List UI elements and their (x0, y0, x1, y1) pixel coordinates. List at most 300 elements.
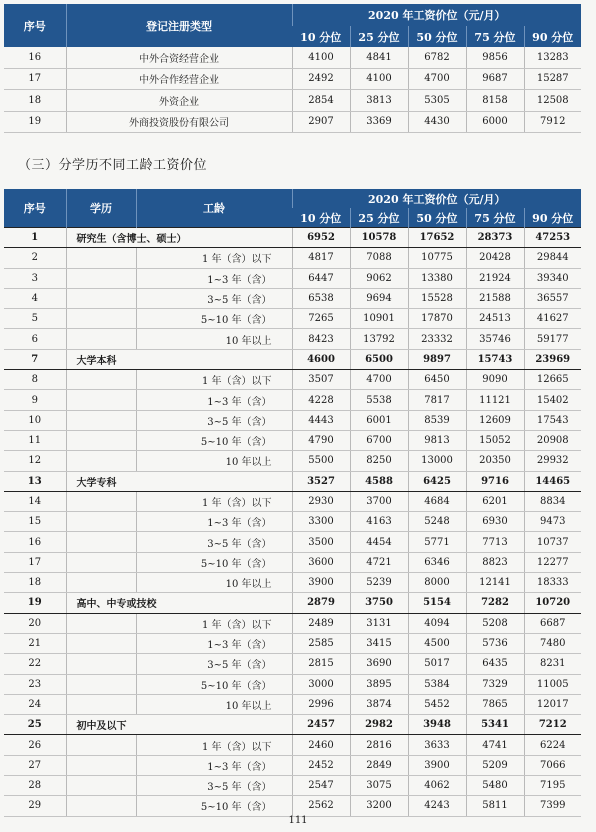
wage-value: 5248 (408, 512, 466, 532)
wage-value: 4430 (408, 111, 466, 133)
row-index: 23 (4, 674, 66, 694)
seniority-row (4, 451, 581, 471)
wage-value: 6450 (408, 370, 466, 390)
row-index: 18 (4, 90, 66, 112)
wage-value: 4163 (350, 512, 408, 532)
wage-value: 8250 (350, 451, 408, 471)
wage-value: 7282 (466, 593, 524, 613)
page-number: 111 (288, 815, 308, 826)
wage-value: 7195 (524, 776, 581, 796)
row-index: 29 (4, 796, 66, 816)
wage-value: 17543 (524, 410, 581, 430)
row-index: 2 (4, 248, 66, 268)
wage-value: 6500 (350, 349, 408, 369)
education-level (66, 329, 136, 349)
wage-value: 2815 (292, 654, 350, 674)
wage-value: 12277 (524, 552, 581, 572)
wage-value: 3415 (350, 633, 408, 653)
wage-value: 4684 (408, 491, 466, 511)
wage-value: 9813 (408, 430, 466, 450)
wage-value: 20350 (466, 451, 524, 471)
wage-value: 12665 (524, 370, 581, 390)
wage-value: 3000 (292, 674, 350, 694)
wage-value: 23332 (408, 329, 466, 349)
seniority: 1 年（含）以下 (136, 613, 292, 633)
seniority: 1~3 年（含） (136, 268, 292, 288)
wage-value: 4094 (408, 613, 466, 633)
row-index: 11 (4, 430, 66, 450)
wage-value: 13792 (350, 329, 408, 349)
wage-value: 9687 (466, 68, 524, 90)
header-p75: 75 分位 (466, 208, 524, 228)
seniority: 3~5 年（含） (136, 410, 292, 430)
seniority: 1~3 年（含） (136, 755, 292, 775)
wage-value: 7480 (524, 633, 581, 653)
wage-value: 5305 (408, 90, 466, 112)
wage-value: 3700 (350, 491, 408, 511)
seniority: 5~10 年（含） (136, 552, 292, 572)
wage-value: 41627 (524, 309, 581, 329)
wage-value: 2982 (350, 715, 408, 735)
seniority: 5~10 年（含） (136, 430, 292, 450)
wage-value: 15743 (466, 349, 524, 369)
wage-value: 5736 (466, 633, 524, 653)
wage-value: 3690 (350, 654, 408, 674)
wage-value: 6201 (466, 491, 524, 511)
wage-value: 4228 (292, 390, 350, 410)
education-level (66, 694, 136, 714)
wage-value: 5500 (292, 451, 350, 471)
row-index: 26 (4, 735, 66, 755)
wage-value: 9897 (408, 349, 466, 369)
header-p50: 50 分位 (408, 26, 466, 47)
wage-value: 9694 (350, 288, 408, 308)
wage-value: 10737 (524, 532, 581, 552)
wage-value: 6538 (292, 288, 350, 308)
seniority-row (4, 532, 581, 552)
registration-type: 中外合资经营企业 (66, 47, 292, 68)
seniority-row (4, 390, 581, 410)
registration-type: 外资企业 (66, 90, 292, 112)
education-level (66, 288, 136, 308)
wage-value: 4100 (292, 47, 350, 68)
header-p25: 25 分位 (350, 208, 408, 228)
education-level (66, 796, 136, 816)
education-level: 大学本科 (66, 349, 292, 369)
header-p75: 75 分位 (466, 26, 524, 47)
wage-value: 7329 (466, 674, 524, 694)
seniority: 3~5 年（含） (136, 532, 292, 552)
seniority: 10 年以上 (136, 573, 292, 593)
wage-value: 6001 (350, 410, 408, 430)
seniority-row (4, 309, 581, 329)
table-row (4, 68, 581, 90)
registration-type: 中外合作经营企业 (66, 68, 292, 90)
wage-value: 6435 (466, 654, 524, 674)
wage-value: 10578 (350, 228, 408, 248)
wage-value: 11121 (466, 390, 524, 410)
education-level: 大学专科 (66, 471, 292, 491)
seniority-row (4, 248, 581, 268)
wage-value: 3633 (408, 735, 466, 755)
education-level: 高中、中专或技校 (66, 593, 292, 613)
seniority-row (4, 633, 581, 653)
seniority-row (4, 288, 581, 308)
wage-value: 4790 (292, 430, 350, 450)
header-p10: 10 分位 (292, 208, 350, 228)
education-level (66, 390, 136, 410)
wage-value: 5384 (408, 674, 466, 694)
wage-value: 4600 (292, 349, 350, 369)
wage-value: 17652 (408, 228, 466, 248)
education-seniority-wage-table (4, 189, 581, 817)
row-index: 25 (4, 715, 66, 735)
row-index: 5 (4, 309, 66, 329)
wage-value: 4062 (408, 776, 466, 796)
seniority: 5~10 年（含） (136, 309, 292, 329)
seniority-row (4, 512, 581, 532)
row-index: 3 (4, 268, 66, 288)
wage-value: 8423 (292, 329, 350, 349)
wage-value: 3200 (350, 796, 408, 816)
wage-value: 15052 (466, 430, 524, 450)
wage-value: 14465 (524, 471, 581, 491)
header-p90: 90 分位 (524, 208, 581, 228)
wage-value: 3131 (350, 613, 408, 633)
row-index: 21 (4, 633, 66, 653)
seniority: 10 年以上 (136, 694, 292, 714)
wage-value: 9716 (466, 471, 524, 491)
wage-value: 2849 (350, 755, 408, 775)
header-registration-type: 登记注册类型 (66, 4, 292, 47)
row-index: 22 (4, 654, 66, 674)
seniority-row (4, 329, 581, 349)
seniority-row (4, 613, 581, 633)
header-education: 学历 (66, 189, 136, 228)
wage-value: 2562 (292, 796, 350, 816)
header-seniority: 工龄 (136, 189, 292, 228)
wage-value: 6425 (408, 471, 466, 491)
education-level (66, 248, 136, 268)
wage-value: 4700 (350, 370, 408, 390)
row-index: 12 (4, 451, 66, 471)
wage-value: 2547 (292, 776, 350, 796)
wage-value: 9856 (466, 47, 524, 68)
header-p25: 25 分位 (350, 26, 408, 47)
table-row (4, 47, 581, 68)
wage-value: 5480 (466, 776, 524, 796)
wage-value: 21588 (466, 288, 524, 308)
education-level (66, 309, 136, 329)
wage-value: 36557 (524, 288, 581, 308)
seniority-row (4, 654, 581, 674)
wage-value: 2816 (350, 735, 408, 755)
row-index: 6 (4, 329, 66, 349)
education-level (66, 451, 136, 471)
wage-value: 8539 (408, 410, 466, 430)
row-index: 9 (4, 390, 66, 410)
row-index: 19 (4, 111, 66, 133)
wage-value: 5208 (466, 613, 524, 633)
wage-value: 4443 (292, 410, 350, 430)
wage-value: 7865 (466, 694, 524, 714)
wage-value: 5811 (466, 796, 524, 816)
wage-value: 2585 (292, 633, 350, 653)
wage-value: 4700 (408, 68, 466, 90)
wage-value: 3750 (350, 593, 408, 613)
wage-value: 2452 (292, 755, 350, 775)
wage-value: 29844 (524, 248, 581, 268)
wage-value: 28373 (466, 228, 524, 248)
seniority: 1 年（含）以下 (136, 248, 292, 268)
education-group-row (4, 228, 581, 248)
wage-value: 3895 (350, 674, 408, 694)
seniority: 1~3 年（含） (136, 390, 292, 410)
wage-value: 15287 (524, 68, 581, 90)
wage-value: 2996 (292, 694, 350, 714)
wage-value: 7399 (524, 796, 581, 816)
row-index: 20 (4, 613, 66, 633)
wage-value: 6224 (524, 735, 581, 755)
education-level (66, 633, 136, 653)
wage-value: 13380 (408, 268, 466, 288)
registration-type: 外商投资股份有限公司 (66, 111, 292, 133)
wage-value: 5154 (408, 593, 466, 613)
wage-value: 4243 (408, 796, 466, 816)
row-index: 16 (4, 532, 66, 552)
education-level (66, 552, 136, 572)
seniority-row (4, 755, 581, 775)
wage-value: 3600 (292, 552, 350, 572)
wage-value: 7066 (524, 755, 581, 775)
wage-value: 3300 (292, 512, 350, 532)
wage-value: 10901 (350, 309, 408, 329)
seniority: 3~5 年（含） (136, 776, 292, 796)
wage-value: 2457 (292, 715, 350, 735)
education-level (66, 674, 136, 694)
wage-value: 8158 (466, 90, 524, 112)
wage-value: 9473 (524, 512, 581, 532)
wage-value: 6952 (292, 228, 350, 248)
seniority-row (4, 410, 581, 430)
wage-value: 8231 (524, 654, 581, 674)
wage-value: 5341 (466, 715, 524, 735)
seniority-row (4, 268, 581, 288)
row-index: 13 (4, 471, 66, 491)
wage-value: 5452 (408, 694, 466, 714)
seniority-row (4, 735, 581, 755)
education-level (66, 370, 136, 390)
wage-value: 3507 (292, 370, 350, 390)
wage-value: 15402 (524, 390, 581, 410)
education-level (66, 512, 136, 532)
row-index: 15 (4, 512, 66, 532)
header-p50: 50 分位 (408, 208, 466, 228)
education-level: 初中及以下 (66, 715, 292, 735)
header-wage-group: 2020 年工资价位（元/月） (292, 189, 581, 208)
row-index: 8 (4, 370, 66, 390)
row-index: 7 (4, 349, 66, 369)
wage-value: 3527 (292, 471, 350, 491)
education-level (66, 573, 136, 593)
education-level (66, 613, 136, 633)
education-level (66, 755, 136, 775)
seniority: 1 年（含）以下 (136, 735, 292, 755)
education-level (66, 735, 136, 755)
seniority-row (4, 552, 581, 572)
wage-value: 12017 (524, 694, 581, 714)
seniority-row (4, 694, 581, 714)
wage-value: 59177 (524, 329, 581, 349)
wage-value: 6346 (408, 552, 466, 572)
education-group-row (4, 471, 581, 491)
wage-value: 6687 (524, 613, 581, 633)
seniority: 3~5 年（含） (136, 288, 292, 308)
row-index: 16 (4, 47, 66, 68)
education-level (66, 654, 136, 674)
wage-value: 35746 (466, 329, 524, 349)
education-level (66, 776, 136, 796)
row-index: 19 (4, 593, 66, 613)
seniority-row (4, 776, 581, 796)
education-level (66, 430, 136, 450)
wage-value: 29932 (524, 451, 581, 471)
row-index: 14 (4, 491, 66, 511)
row-index: 28 (4, 776, 66, 796)
wage-value: 6447 (292, 268, 350, 288)
wage-value: 23969 (524, 349, 581, 369)
header-index: 序号 (4, 189, 66, 228)
wage-value: 13000 (408, 451, 466, 471)
wage-value: 3813 (350, 90, 408, 112)
section-title: （三）分学历不同工龄工资价位 (18, 158, 208, 173)
seniority: 10 年以上 (136, 451, 292, 471)
education-group-row (4, 349, 581, 369)
wage-value: 2879 (292, 593, 350, 613)
wage-value: 7713 (466, 532, 524, 552)
wage-value: 4588 (350, 471, 408, 491)
wage-value: 7212 (524, 715, 581, 735)
wage-value: 12508 (524, 90, 581, 112)
wage-value: 3900 (292, 573, 350, 593)
wage-value: 21924 (466, 268, 524, 288)
seniority: 10 年以上 (136, 329, 292, 349)
header-p10: 10 分位 (292, 26, 350, 47)
row-index: 10 (4, 410, 66, 430)
row-index: 18 (4, 573, 66, 593)
wage-value: 3369 (350, 111, 408, 133)
wage-value: 8000 (408, 573, 466, 593)
wage-value: 3900 (408, 755, 466, 775)
wage-value: 2492 (292, 68, 350, 90)
row-index: 1 (4, 228, 66, 248)
wage-value: 5771 (408, 532, 466, 552)
seniority: 1~3 年（含） (136, 512, 292, 532)
wage-value: 6700 (350, 430, 408, 450)
seniority-row (4, 796, 581, 816)
wage-value: 15528 (408, 288, 466, 308)
education-level (66, 268, 136, 288)
wage-value: 7817 (408, 390, 466, 410)
row-index: 4 (4, 288, 66, 308)
wage-value: 3948 (408, 715, 466, 735)
wage-value: 8834 (524, 491, 581, 511)
seniority: 3~5 年（含） (136, 654, 292, 674)
seniority: 5~10 年（含） (136, 674, 292, 694)
wage-value: 17870 (408, 309, 466, 329)
education-level: 研究生（含博士、硕士） (66, 228, 292, 248)
wage-value: 18333 (524, 573, 581, 593)
wage-value: 11005 (524, 674, 581, 694)
table-row (4, 90, 581, 112)
wage-value: 39340 (524, 268, 581, 288)
education-level (66, 410, 136, 430)
wage-value: 6000 (466, 111, 524, 133)
wage-value: 7265 (292, 309, 350, 329)
wage-value: 4500 (408, 633, 466, 653)
wage-value: 4841 (350, 47, 408, 68)
seniority-row (4, 573, 581, 593)
seniority: 1 年（含）以下 (136, 370, 292, 390)
wage-value: 2930 (292, 491, 350, 511)
wage-value: 7088 (350, 248, 408, 268)
wage-value: 5017 (408, 654, 466, 674)
row-index: 24 (4, 694, 66, 714)
wage-value: 9062 (350, 268, 408, 288)
education-group-row (4, 593, 581, 613)
wage-value: 5239 (350, 573, 408, 593)
wage-value: 3500 (292, 532, 350, 552)
row-index: 17 (4, 552, 66, 572)
education-group-row (4, 715, 581, 735)
wage-value: 4721 (350, 552, 408, 572)
wage-value: 13283 (524, 47, 581, 68)
wage-value: 6930 (466, 512, 524, 532)
row-index: 17 (4, 68, 66, 90)
wage-value: 12141 (466, 573, 524, 593)
header-index: 序号 (4, 4, 66, 47)
seniority: 5~10 年（含） (136, 796, 292, 816)
row-index: 27 (4, 755, 66, 775)
wage-value: 8823 (466, 552, 524, 572)
education-level (66, 532, 136, 552)
wage-value: 6782 (408, 47, 466, 68)
wage-value: 2489 (292, 613, 350, 633)
wage-value: 5538 (350, 390, 408, 410)
education-level (66, 491, 136, 511)
wage-value: 10720 (524, 593, 581, 613)
seniority-row (4, 430, 581, 450)
table-row (4, 111, 581, 133)
seniority-row (4, 491, 581, 511)
wage-value: 3075 (350, 776, 408, 796)
wage-value: 2907 (292, 111, 350, 133)
wage-value: 4100 (350, 68, 408, 90)
seniority-row (4, 370, 581, 390)
registration-type-wage-table (4, 4, 581, 133)
seniority: 1 年（含）以下 (136, 491, 292, 511)
wage-value: 7912 (524, 111, 581, 133)
wage-value: 2460 (292, 735, 350, 755)
seniority: 1~3 年（含） (136, 633, 292, 653)
wage-value: 4454 (350, 532, 408, 552)
wage-value: 20428 (466, 248, 524, 268)
wage-value: 2854 (292, 90, 350, 112)
wage-value: 3874 (350, 694, 408, 714)
wage-value: 47253 (524, 228, 581, 248)
wage-value: 24513 (466, 309, 524, 329)
header-wage-group: 2020 年工资价位（元/月） (292, 4, 581, 26)
